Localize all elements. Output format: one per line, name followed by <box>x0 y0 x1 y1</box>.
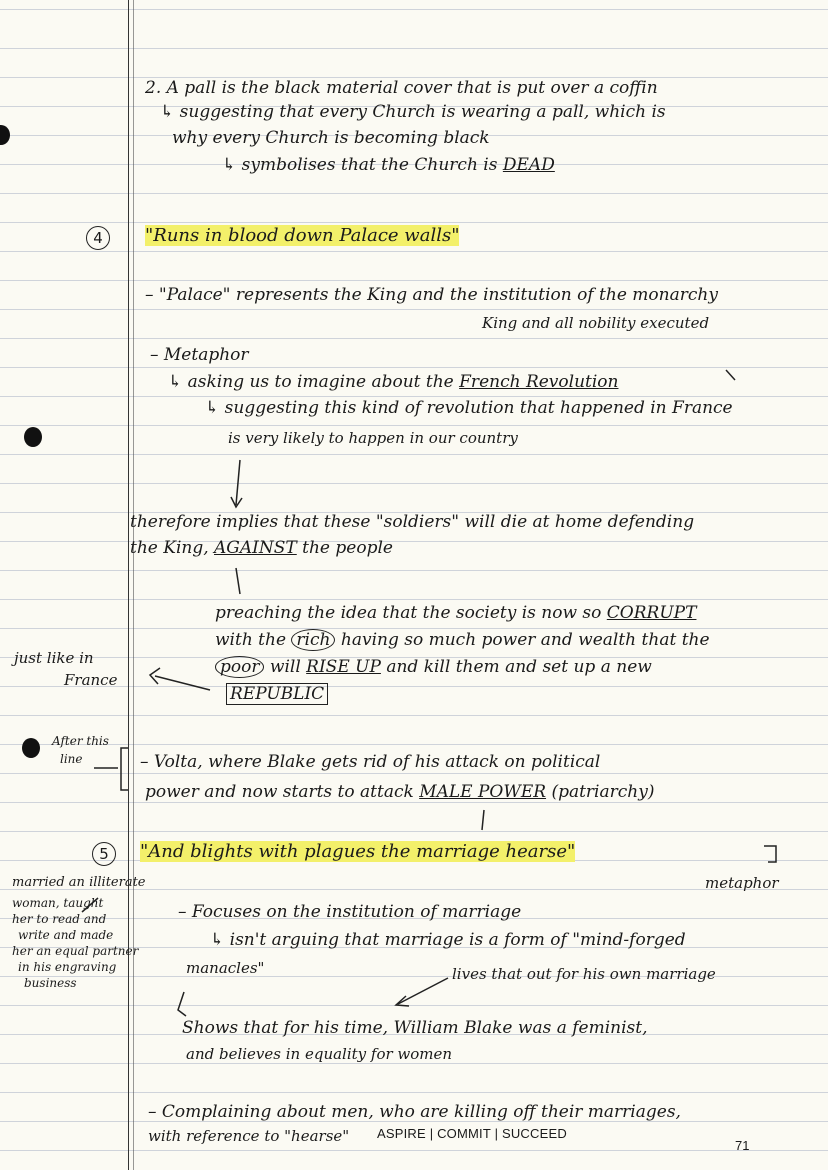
emphasis-dead: DEAD <box>502 155 555 175</box>
arrow-mark <box>726 370 735 380</box>
boxed-republic: REPUBLIC <box>226 683 328 705</box>
emphasis-male-power: MALE POWER <box>419 782 547 802</box>
arrow-mark <box>236 568 240 594</box>
note-line: ↳ suggesting this kind of revolution that happened in France <box>205 398 733 418</box>
footer-slogan: ASPIRE | COMMIT | SUCCEED <box>377 1126 567 1141</box>
circled-poor: poor <box>215 656 264 678</box>
note-line: 2. A pall is the black material cover that is put over a coffin <box>145 78 658 98</box>
arrow-mark <box>398 978 448 1004</box>
margin-note: her an equal partner <box>12 944 139 958</box>
margin-note: woman, taught <box>12 896 104 910</box>
emphasis-against: AGAINST <box>214 538 297 558</box>
note-line: therefore implies that these "soldiers" will die at home defending <box>130 512 695 532</box>
arrow-mark <box>236 460 240 505</box>
emphasis-corrupt: CORRUPT <box>606 603 697 623</box>
bracket-mark <box>178 992 186 1016</box>
note-line: is very likely to happen in our country <box>228 429 518 447</box>
margin-note: After this <box>52 734 109 748</box>
margin-note: business <box>24 976 77 990</box>
note-text: the people <box>302 538 393 558</box>
note-line: why every Church is becoming black <box>172 128 490 148</box>
arrow-mark <box>155 676 210 690</box>
note-line: Shows that for his time, William Blake was a feminist, <box>182 1018 648 1038</box>
note-line: King and all nobility executed <box>482 314 710 332</box>
note-text: ↳ symbolises that the Church is <box>222 155 498 175</box>
margin-note: France <box>64 671 118 689</box>
note-text: with the <box>215 630 287 650</box>
note-text: power and now starts to attack <box>145 782 414 802</box>
note-line: lives that out for his own marriage <box>452 965 716 983</box>
note-line: with reference to "hearse" <box>148 1127 350 1145</box>
highlighted-quote: "Runs in blood down Palace walls" <box>145 225 460 246</box>
note-line: manacles" <box>186 959 265 977</box>
bracket-mark <box>121 748 128 790</box>
note-text: and kill them and set up a new <box>386 657 652 677</box>
note-line: metaphor <box>705 874 779 892</box>
note-text: – Volta <box>140 752 198 772</box>
note-text: , where Blake gets rid of his attack on political <box>197 752 601 772</box>
note-line: ↳ isn't arguing that marriage is a form of "mind-forged <box>210 930 686 950</box>
note-line: – Focuses on the institution of marriage <box>178 902 522 922</box>
note-line: and believes in equality for women <box>186 1045 453 1063</box>
note-text: preaching the idea that the society is now so <box>215 603 602 623</box>
note-line: – Complaining about men, who are killing off their marriages, <box>148 1102 681 1122</box>
arrow-mark <box>82 898 98 912</box>
circled-rich: rich <box>291 629 335 651</box>
highlighted-quote: "And blights with plagues the marriage hearse" <box>140 841 576 862</box>
note-line: – Metaphor <box>150 345 249 365</box>
note-text: will <box>269 657 301 677</box>
page-number: 71 <box>735 1138 750 1153</box>
emphasis-rise-up: RISE UP <box>306 657 381 677</box>
note-text: having so much power and wealth that the <box>340 630 710 650</box>
arrow-mark <box>482 810 484 830</box>
emphasis-french-revolution: French Revolution <box>459 372 619 392</box>
bracket-mark <box>764 846 776 862</box>
margin-note: just like in <box>14 649 94 667</box>
margin-note: married an illiterate <box>12 875 146 890</box>
note-line: ↳ suggesting that every Church is wearing a pall, which is <box>160 102 666 122</box>
margin-note: line <box>60 752 83 766</box>
margin-note: in his engraving <box>18 960 117 974</box>
note-line: the King, AGAINST the people <box>130 538 393 558</box>
note-text: ↳ asking us to imagine about the <box>168 372 454 392</box>
section-number: 5 <box>92 842 116 866</box>
margin-note: her to read and <box>12 912 107 926</box>
margin-note: write and made <box>18 928 114 942</box>
note-line: – "Palace" represents the King and the institution of the monarchy <box>145 285 718 305</box>
section-number: 4 <box>86 226 110 250</box>
note-text: (patriarchy) <box>551 782 655 802</box>
note-text: the King <box>130 538 204 558</box>
